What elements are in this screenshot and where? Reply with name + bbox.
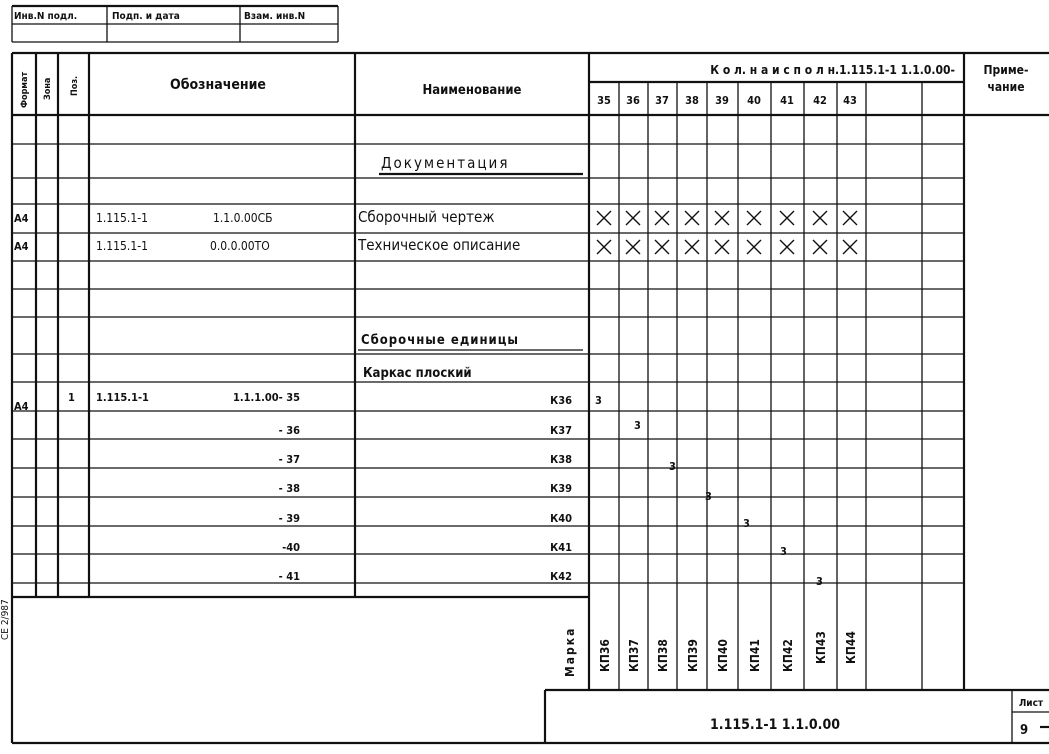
table-header <box>20 63 1028 108</box>
applicability-cross-mark-0 <box>597 211 611 225</box>
unit-oboz-code: - 38 <box>278 482 300 495</box>
unit-qty: 3 <box>705 490 712 503</box>
applicability-cross-mark-7 <box>813 240 827 254</box>
doc-applicability-marks-1 <box>597 211 857 225</box>
unit-oboz-code: -40 <box>282 541 300 554</box>
doc-name: Сборочный чертеж <box>358 208 495 226</box>
unit-name: К39 <box>550 482 572 495</box>
applicability-cross-mark-8 <box>843 211 857 225</box>
unit-oboz-series: 1.115.1-1 <box>96 391 149 404</box>
stamp-vzam-inv: Взам. инв.N <box>244 11 306 22</box>
doc-format: А4 <box>14 212 29 225</box>
unit-qty: 3 <box>669 460 676 473</box>
marka-kp37: КП37 <box>627 639 641 672</box>
margin-note: СЕ 2/987 <box>0 599 11 640</box>
unit-qty: 3 <box>816 575 823 588</box>
col-naimenovanie-header: Наименование <box>422 83 522 98</box>
stamp-inv-podl: Инв.N подл. <box>14 11 78 22</box>
applicability-cross-mark-5 <box>747 211 761 225</box>
variant-header-37: 37 <box>655 94 669 107</box>
marka-kp43: КП43 <box>814 631 828 664</box>
subsection-flat-frame: Каркас плоский <box>363 366 472 381</box>
applicability-cross-mark-1 <box>626 240 640 254</box>
unit-name: К41 <box>550 541 572 554</box>
col-primechanie-header-2: чание <box>987 80 1025 94</box>
variant-header-42: 42 <box>813 94 827 107</box>
unit-row-7 <box>279 570 823 588</box>
variant-header-35: 35 <box>597 94 611 107</box>
inventory-stamp <box>12 6 338 42</box>
variant-header-43: 43 <box>843 94 857 107</box>
unit-row-3 <box>279 453 676 473</box>
marka-kp38: КП38 <box>656 639 670 672</box>
doc-applicability-marks-2 <box>597 240 857 254</box>
variant-header-36: 36 <box>626 94 640 107</box>
unit-name: К40 <box>550 512 572 525</box>
unit-name: К42 <box>550 570 572 583</box>
applicability-cross-mark-3 <box>685 211 699 225</box>
unit-qty: 3 <box>634 419 641 432</box>
applicability-cross-mark-1 <box>626 211 640 225</box>
section-documentation: Документация <box>381 154 510 172</box>
applicability-cross-mark-6 <box>780 240 794 254</box>
unit-oboz-code: - 41 <box>278 570 300 583</box>
unit-name: К37 <box>550 424 572 437</box>
unit-row-6 <box>282 541 787 558</box>
doc-oboz-series: 1.115.1-1 <box>96 239 148 253</box>
variant-header-40: 40 <box>747 94 761 107</box>
marka-kp36: КП36 <box>598 639 612 672</box>
marka-kp40: КП40 <box>716 639 730 672</box>
col-oboznachenie-header: Обозначение <box>170 77 266 93</box>
marka-label: Марка <box>563 626 577 677</box>
applicability-cross-mark-7 <box>813 211 827 225</box>
col-primechanie-header-1: Приме- <box>983 63 1029 77</box>
unit-name: К36 <box>550 394 572 407</box>
unit-name: К38 <box>550 453 572 466</box>
doc-oboz-code: 1.1.0.00СБ <box>213 211 273 225</box>
unit-row-1 <box>14 391 602 413</box>
unit-qty: 3 <box>595 394 602 407</box>
unit-poz: 1 <box>68 391 75 404</box>
unit-row-4 <box>279 482 712 503</box>
title-block-designation: 1.115.1-1 1.1.0.00 <box>710 717 840 733</box>
unit-oboz-code: - 39 <box>278 512 300 525</box>
variant-header-38: 38 <box>685 94 699 107</box>
table-frame <box>12 53 1049 743</box>
title-block-list-number: 9 <box>1020 723 1029 738</box>
col-format-header: Формат <box>20 71 30 108</box>
unit-format: А4 <box>14 400 29 413</box>
variant-header-41: 41 <box>780 94 794 107</box>
unit-row-5 <box>279 512 750 530</box>
applicability-cross-mark-2 <box>655 211 669 225</box>
doc-format: А4 <box>14 240 29 253</box>
unit-oboz-code: - 36 <box>278 424 300 437</box>
doc-row-assembly-drawing <box>14 208 495 226</box>
doc-oboz-series: 1.115.1-1 <box>96 211 148 225</box>
unit-oboz-code: - 37 <box>278 453 300 466</box>
marka-values <box>598 631 858 672</box>
variant-header-39: 39 <box>715 94 729 107</box>
doc-name: Техническое описание <box>358 236 521 254</box>
col-kol-header: К о л. н а и с п о л н.1.115.1-1 1.1.0.00- <box>710 63 955 77</box>
applicability-cross-mark-4 <box>715 240 729 254</box>
col-zona-header: Зона <box>43 77 53 100</box>
unit-oboz-code: 1.1.1.00- 35 <box>232 391 300 404</box>
applicability-cross-mark-8 <box>843 240 857 254</box>
applicability-cross-mark-0 <box>597 240 611 254</box>
col-poz-header: Поз. <box>70 75 80 96</box>
marka-kp41: КП41 <box>748 639 762 672</box>
applicability-cross-mark-5 <box>747 240 761 254</box>
applicability-cross-mark-3 <box>685 240 699 254</box>
unit-row-2 <box>279 419 641 437</box>
applicability-cross-mark-2 <box>655 240 669 254</box>
marka-kp44: КП44 <box>844 631 858 664</box>
marka-kp39: КП39 <box>686 639 700 672</box>
section-assembly-units: Сборочные единицы <box>361 333 519 348</box>
applicability-cross-mark-4 <box>715 211 729 225</box>
doc-oboz-code: 0.0.0.00ТО <box>210 239 270 253</box>
title-block-list-label: Лист <box>1018 698 1044 709</box>
stamp-podp-data: Подп. и дата <box>112 11 180 22</box>
unit-qty: 3 <box>743 517 750 530</box>
marka-kp42: КП42 <box>781 639 795 672</box>
applicability-cross-mark-6 <box>780 211 794 225</box>
unit-qty: 3 <box>780 545 787 558</box>
